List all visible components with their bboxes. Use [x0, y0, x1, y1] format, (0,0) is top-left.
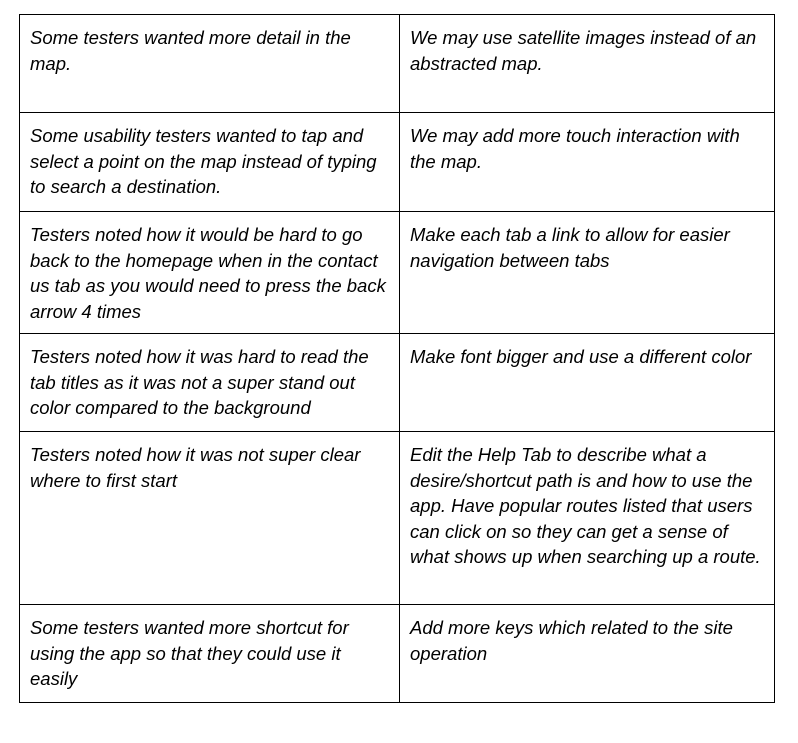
finding-cell: Some testers wanted more shortcut for using the app so that they could use it easily — [20, 605, 400, 703]
finding-cell: Some usability testers wanted to tap and select a point on the map instead of typing to search a destination. — [20, 113, 400, 212]
change-cell: Add more keys which related to the site operation — [400, 605, 775, 703]
finding-cell: Some testers wanted more detail in the map. — [20, 15, 400, 113]
change-cell: We may use satellite images instead of an abstracted map. — [400, 15, 775, 113]
change-cell: Make font bigger and use a different color — [400, 334, 775, 432]
table-row — [20, 212, 775, 334]
table-row — [20, 432, 775, 605]
table-row — [20, 334, 775, 432]
change-cell: Make each tab a link to allow for easier navigation between tabs — [400, 212, 775, 334]
table-row — [20, 605, 775, 703]
change-cell: We may add more touch interaction with the map. — [400, 113, 775, 212]
finding-cell: Testers noted how it would be hard to go back to the homepage when in the contact us tab as you would need to press the back arrow 4 times — [20, 212, 400, 334]
feedback-table — [19, 14, 775, 703]
finding-cell: Testers noted how it was hard to read the tab titles as it was not a super stand out color compared to the background — [20, 334, 400, 432]
change-cell: Edit the Help Tab to describe what a desire/shortcut path is and how to use the app. Have popular routes listed that users can click on so they can get a sense of what shows up when searching up a route. — [400, 432, 775, 605]
table-row — [20, 15, 775, 113]
table-row — [20, 113, 775, 212]
finding-cell: Testers noted how it was not super clear where to first start — [20, 432, 400, 605]
